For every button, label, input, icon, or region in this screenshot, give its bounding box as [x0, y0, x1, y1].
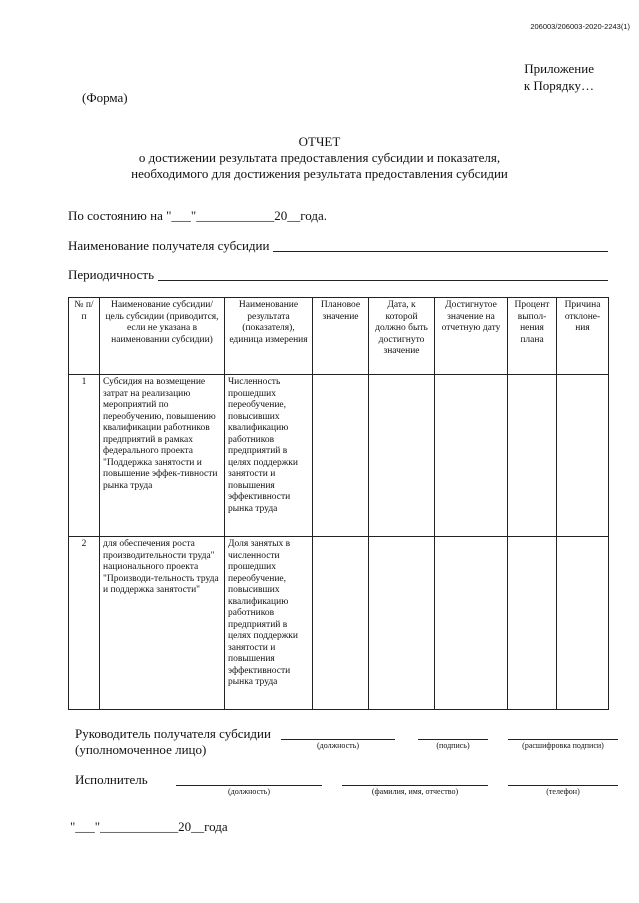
executor-name-line [342, 785, 488, 786]
executor-position-line [176, 785, 322, 786]
executor-name-caption: (фамилия, имя, отчество) [371, 787, 459, 796]
head-decoding-line [508, 739, 618, 740]
subsidy-name-cell: для обеспечения роста производительности труда" национального проекта "Производи-тельность труда и поддержка занятости" [100, 537, 225, 710]
subsidy-name-cell: Субсидия на возмещение затрат на реализацию мероприятий по переобучению, повышению квалификации работников предприятий в рамках федерального проекта "Поддержка занятости и повышение эффек-тивности рынка труда [100, 375, 225, 537]
column-header-date: Дата, к которой должно быть достигнуто значение [369, 298, 435, 375]
recipient-name-line [273, 238, 608, 252]
executor-label: Исполнитель [75, 772, 148, 787]
appendix-line-1: Приложение [524, 61, 594, 76]
document-id: 206003/206003-2020-2243(1) [530, 22, 630, 31]
head-decoding-caption: (расшифровка подписи) [522, 741, 604, 750]
row-number: 1 [69, 375, 100, 537]
head-position-line [281, 739, 395, 740]
recipient-name-field [68, 238, 608, 254]
periodicity-line [158, 267, 608, 281]
executor-position-caption: (должность) [228, 787, 270, 796]
column-header-indicator: Наименование результата (показателя), единица измерения [225, 298, 313, 375]
column-header-achieved: Достигнутое значение на отчетную дату [435, 298, 508, 375]
head-position-caption: (должность) [317, 741, 359, 750]
head-label-line-2: (уполномоченное лицо) [75, 742, 207, 757]
title-line-2: о достижении результата предоставления субсидии и показателя, [138, 150, 501, 165]
title-line-1: ОТЧЕТ [298, 134, 341, 149]
achieved-value-cell [435, 537, 508, 710]
achieved-value-cell [435, 375, 508, 537]
percent-cell [508, 375, 557, 537]
executor-phone-caption: (телефон) [546, 787, 580, 796]
table-header-row [69, 298, 609, 375]
reason-cell [557, 537, 609, 710]
column-header-subsidy: Наименование субсидии/цель субсидии (приводится, если не указана в наименовании субсидии) [100, 298, 225, 375]
as-of-date-field: По состоянию на "___"____________20__года. [68, 208, 327, 223]
column-header-reason: Причина отклоне-ния [557, 298, 609, 375]
column-header-number: № п/п [69, 298, 100, 375]
row-number: 2 [69, 537, 100, 710]
recipient-name-label: Наименование получателя субсидии [68, 238, 270, 253]
indicator-cell: Численность прошедших переобучение, повысивших квалификацию работников предприятий в целях поддержки занятости и повышения эффективности рынка труда [225, 375, 313, 537]
column-header-percent: Процент выпол-нения плана [508, 298, 557, 375]
signature-date-line: "___"____________20__года [70, 819, 228, 834]
planned-value-cell [313, 537, 369, 710]
column-header-planned: Плановое значение [313, 298, 369, 375]
table-row [69, 375, 609, 537]
reason-cell [557, 375, 609, 537]
head-signature-line [418, 739, 488, 740]
target-date-cell [369, 537, 435, 710]
executor-phone-line [508, 785, 618, 786]
periodicity-field [68, 267, 608, 283]
indicator-cell: Доля занятых в численности прошедших переобучение, повысивших квалификацию работников предприятий в целях поддержки занятости и повышения эффективности рынка труда [225, 537, 313, 710]
appendix-line-2: к Порядку… [523, 78, 594, 93]
table-row [69, 537, 609, 710]
head-signature-label [75, 726, 271, 758]
form-label: (Форма) [82, 90, 128, 105]
head-label-line-1: Руководитель получателя субсидии [75, 726, 271, 741]
title-line-3: необходимого для достижения результата предоставления субсидии [131, 166, 508, 181]
percent-cell [508, 537, 557, 710]
appendix-note [455, 60, 594, 94]
head-signature-caption: (подпись) [436, 741, 470, 750]
report-title [0, 134, 639, 182]
report-table [68, 297, 609, 710]
target-date-cell [369, 375, 435, 537]
planned-value-cell [313, 375, 369, 537]
periodicity-label: Периодичность [68, 267, 155, 282]
